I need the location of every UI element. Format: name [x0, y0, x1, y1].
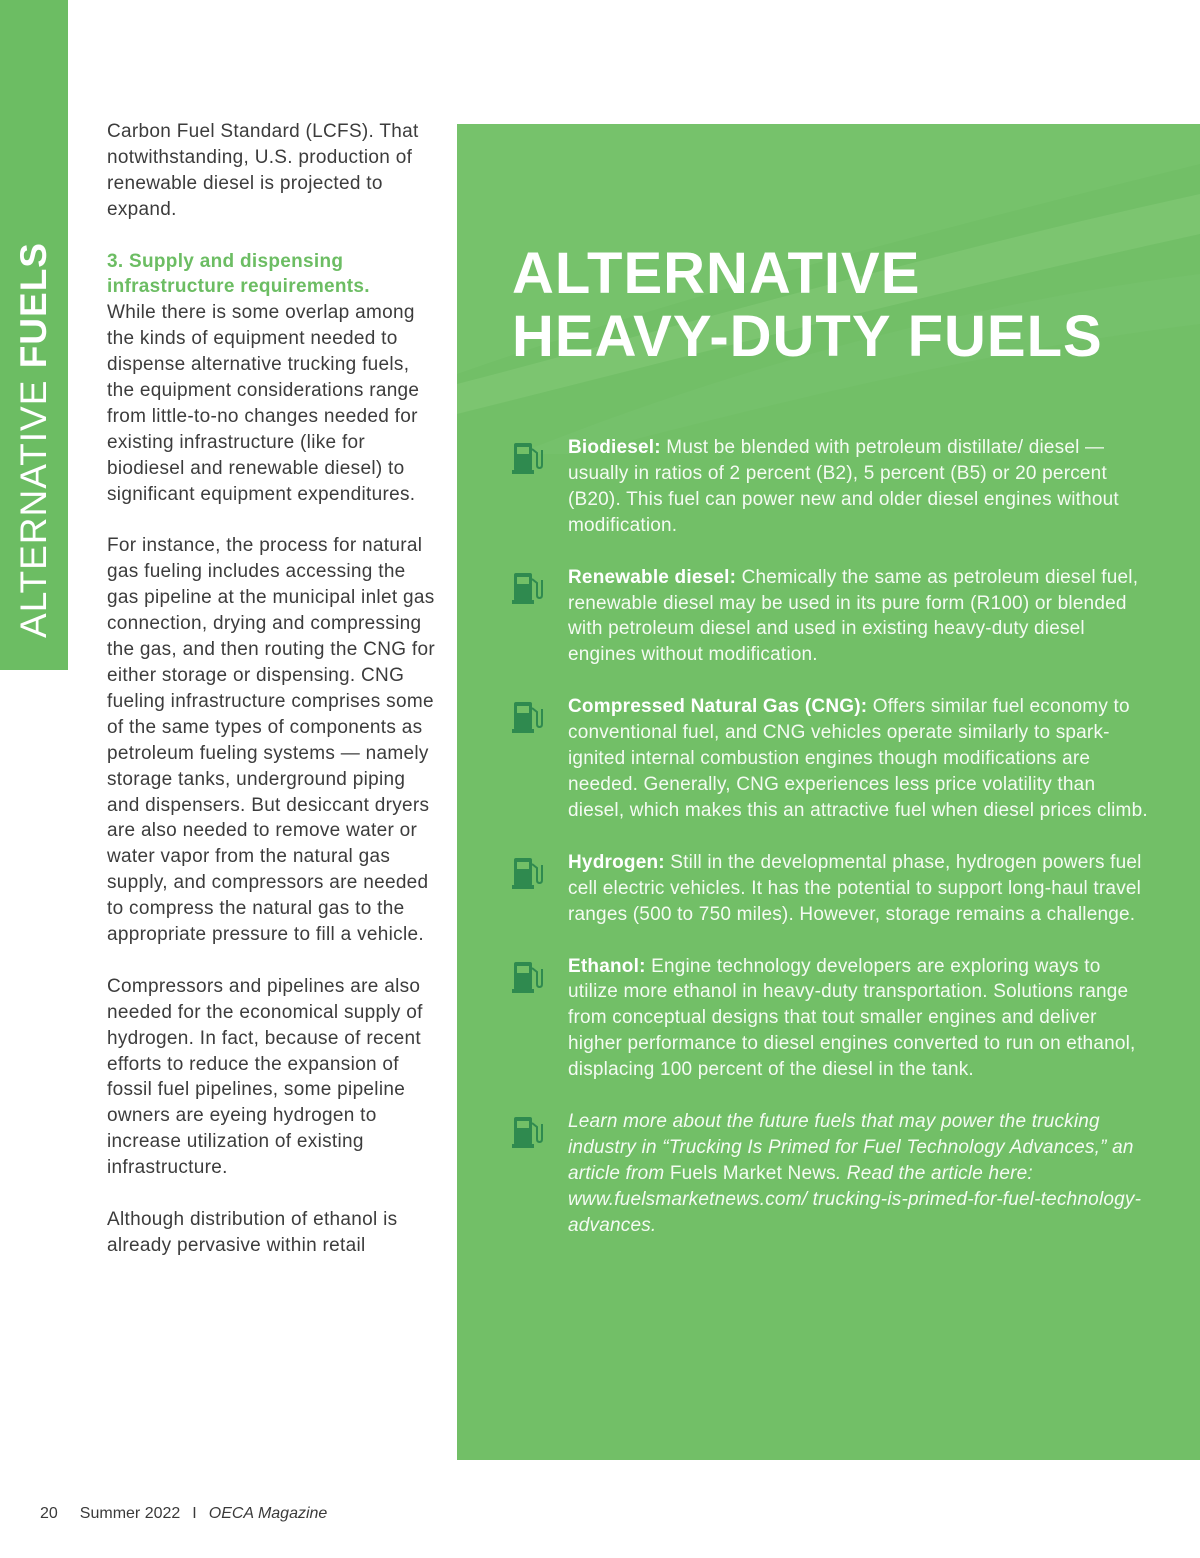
- paragraph: Carbon Fuel Standard (LCFS). That notwithstanding, U.S. production of renewable diesel is projected to expand.: [107, 121, 419, 220]
- fuel-name: Compressed Natural Gas (CNG):: [568, 696, 868, 718]
- fuel-pump-icon: [511, 852, 543, 890]
- section-label-bold: FUELS: [13, 242, 54, 369]
- fuel-item-hydrogen: [457, 850, 1200, 928]
- fuel-description: Offers similar fuel economy to conventional fuel, and CNG vehicles operate similarly to spark-ignited internal combustion engines though modifications are needed. Generally, CNG experiences less price volatility than diesel, which makes this an attractive fuel when diesel prices climb.: [568, 696, 1148, 821]
- fuel-name: Ethanol:: [568, 955, 646, 977]
- learn-more-note: [457, 1109, 1200, 1239]
- fuels-sidebar: [457, 124, 1200, 1460]
- fuel-name: Hydrogen:: [568, 851, 665, 873]
- section-side-tab: [0, 0, 68, 670]
- subheading: 3. Supply and dispensing infrastructure requirements.: [107, 250, 370, 298]
- page-footer: [40, 1505, 327, 1523]
- fuel-item-renewable-diesel: [457, 565, 1200, 669]
- publication-name: Fuels Market News: [669, 1162, 836, 1184]
- paragraph: Although distribution of ethanol is already pervasive within retail: [107, 1209, 398, 1256]
- learn-more-link-text: . Read the article here: www.fuelsmarketnews.com/ trucking-is-primed-for-fuel-technology-advances.: [568, 1162, 1142, 1236]
- fuel-item-ethanol: [457, 954, 1200, 1084]
- fuel-name: Biodiesel:: [568, 437, 661, 458]
- sidebar-title: [512, 242, 1103, 368]
- fuel-description: Still in the developmental phase, hydrogen powers fuel cell electric vehicles. It has the potential to support long-haul travel ranges (500 to 750 miles). However, storage remains a challenge.: [568, 851, 1142, 925]
- fuel-description: Chemically the same as petroleum diesel fuel, renewable diesel may be used in its pure form (R100) or blended with petroleum diesel and used in existing heavy-duty diesel engines without modification.: [568, 566, 1139, 666]
- sidebar-title-line: ALTERNATIVE: [512, 241, 921, 306]
- issue-label: Summer 2022: [79, 1505, 181, 1522]
- sidebar-title-line: HEAVY-DUTY FUELS: [512, 304, 1103, 369]
- paragraph: For instance, the process for natural gas fueling includes accessing the gas pipeline at the municipal inlet gas connection, drying and compressing the gas, and then routing the CNG for either storage or dispensing. CNG fueling infrastructure comprises some of the same types of components as petroleum fueling systems — namely storage tanks, underground piping and dispensers. But desiccant dryers are also needed to remove water or water vapor from the natural gas supply, and compressors are needed to compress the natural gas to the appropriate pressure to fill a vehicle.: [107, 535, 435, 946]
- fuel-pump-icon: [511, 696, 543, 734]
- fuel-description: Engine technology developers are exploring ways to utilize more ethanol in heavy-duty transportation. Solutions range from conceptual designs that tout smaller engines and deliver higher performance to diesel engines converted to run on ethanol, displacing 100 percent of the diesel in the tank.: [568, 955, 1136, 1081]
- section-label-thin: ALTERNATIVE: [13, 368, 54, 638]
- magazine-name: OECA Magazine: [208, 1505, 328, 1522]
- fuel-pump-icon: [511, 956, 543, 994]
- fuel-pump-icon: [511, 1111, 543, 1149]
- paragraph: [107, 249, 437, 508]
- section-label: [13, 242, 55, 638]
- footer-separator: I: [192, 1505, 197, 1522]
- learn-more-text: Learn more about the future fuels that may power the trucking industry in “Trucking Is Primed for Fuel Technology Advances,” an article from: [568, 1111, 1134, 1184]
- fuel-item-cng: [457, 694, 1200, 824]
- paragraph-text: While there is some overlap among the kinds of equipment needed to dispense alternative trucking fuels, the equipment considerations range from little-to-no changes needed for existing infrastructure (like for biodiesel and renewable diesel) to significant equipment expenditures.: [107, 302, 420, 505]
- article-body-column: [107, 119, 437, 1285]
- fuel-name: Renewable diesel:: [568, 566, 737, 588]
- fuel-description: Must be blended with petroleum distillate/ diesel — usually in ratios of 2 percent (B2), 5 percent (B5) or 20 percent (B20). This fuel can power new and older diesel engines without modification.: [568, 437, 1119, 536]
- fuel-pump-icon: [511, 567, 543, 605]
- fuel-pump-icon: [511, 437, 543, 475]
- paragraph: Compressors and pipelines are also needed for the economical supply of hydrogen. In fact, because of recent efforts to reduce the expansion of fossil fuel pipelines, some pipeline owners are eyeing hydrogen to increase utilization of existing infrastructure.: [107, 975, 423, 1179]
- page-number: 20: [40, 1505, 58, 1522]
- fuel-list: [457, 435, 1200, 1265]
- fuel-item-biodiesel: [457, 435, 1200, 539]
